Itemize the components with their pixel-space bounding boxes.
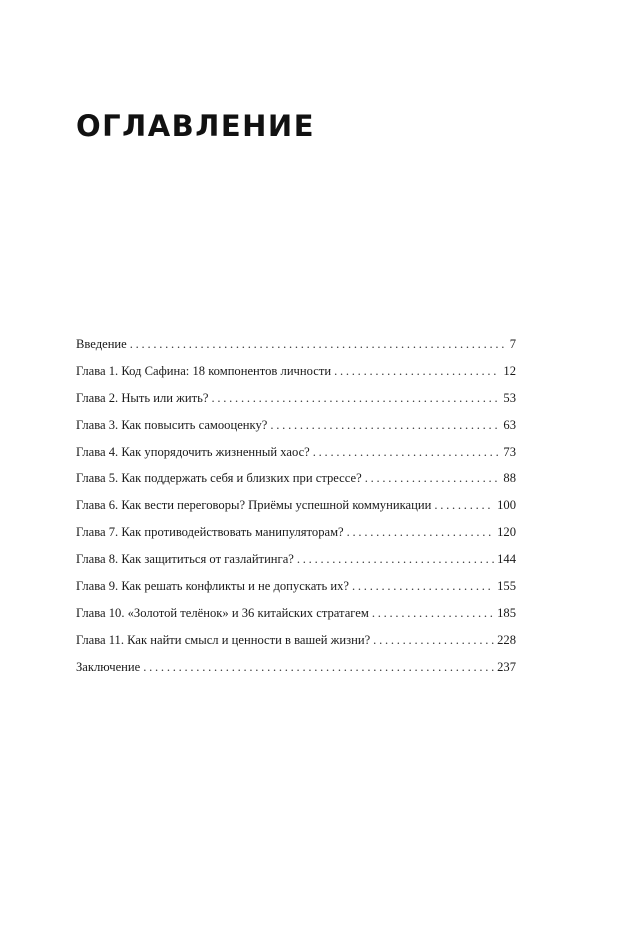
dot-leader <box>313 445 501 460</box>
toc-entry-label: Заключение <box>76 659 141 674</box>
toc-entry-label: Глава 7. Как противодействовать манипуляторам? <box>76 525 344 540</box>
toc-entry-page: 100 <box>497 498 516 513</box>
dot-leader <box>373 633 494 648</box>
toc-entry-chapter-10 <box>76 606 516 633</box>
dot-leader <box>297 552 494 567</box>
toc-entry-chapter-9 <box>76 579 516 606</box>
toc-entry-page: 7 <box>509 337 516 351</box>
toc-entry-label: Глава 3. Как повысить самооценку? <box>76 417 268 432</box>
toc-entry-chapter-1 <box>76 364 516 391</box>
dot-leader <box>334 364 500 379</box>
page-title: ОГЛАВЛЕНИЕ <box>76 109 316 143</box>
toc-entry-conclusion <box>76 660 516 687</box>
toc-entry-page: 12 <box>503 363 516 378</box>
dot-leader <box>347 525 494 540</box>
toc-entry-page: 155 <box>497 579 516 594</box>
toc-entry-chapter-5 <box>76 471 516 498</box>
toc-entry-page: 73 <box>503 444 516 459</box>
dot-leader <box>130 337 507 352</box>
dot-leader <box>143 660 494 675</box>
toc-entry-chapter-6 <box>76 498 516 525</box>
toc-entry-label: Глава 10. «Золотой телёнок» и 36 китайских стратагем <box>76 605 369 620</box>
toc-entry-label: Глава 2. Ныть или жить? <box>76 390 209 405</box>
toc-entry-label: Глава 5. Как поддержать себя и близких при стрессе? <box>76 471 362 486</box>
toc-entry-chapter-8 <box>76 552 516 579</box>
toc-entry-page: 120 <box>497 525 516 540</box>
toc-entry-chapter-2 <box>76 391 516 418</box>
dot-leader <box>372 606 494 621</box>
toc-entry-label: Глава 9. Как решать конфликты и не допускать их? <box>76 579 350 594</box>
toc-entry-chapter-4 <box>76 445 516 472</box>
toc-list <box>76 337 516 687</box>
toc-entry-chapter-3 <box>76 418 516 445</box>
toc-entry-introduction <box>76 337 516 364</box>
dot-leader <box>352 579 494 594</box>
toc-entry-page: 237 <box>497 659 516 674</box>
toc-entry-page: 53 <box>503 390 516 405</box>
toc-entry-label: Глава 8. Как защититься от газлайтинга? <box>76 552 294 567</box>
dot-leader <box>270 418 500 433</box>
toc-entry-label: Глава 6. Как вести переговоры? Приёмы успешной коммуникации <box>76 498 432 513</box>
dot-leader <box>365 471 501 486</box>
dot-leader <box>434 498 494 513</box>
toc-entry-label: Глава 4. Как упорядочить жизненный хаос? <box>76 444 310 459</box>
toc-entry-page: 144 <box>497 552 516 567</box>
toc-entry-page: 63 <box>503 417 516 432</box>
toc-entry-page: 88 <box>503 471 516 486</box>
toc-entry-page: 228 <box>497 632 516 647</box>
dot-leader <box>211 391 500 406</box>
toc-entry-chapter-11 <box>76 633 516 660</box>
toc-entry-label: Введение <box>76 337 127 351</box>
toc-entry-chapter-7 <box>76 525 516 552</box>
toc-entry-page: 185 <box>497 605 516 620</box>
toc-entry-label: Глава 11. Как найти смысл и ценности в вашей жизни? <box>76 632 371 647</box>
toc-entry-label: Глава 1. Код Сафина: 18 компонентов личности <box>76 363 332 378</box>
